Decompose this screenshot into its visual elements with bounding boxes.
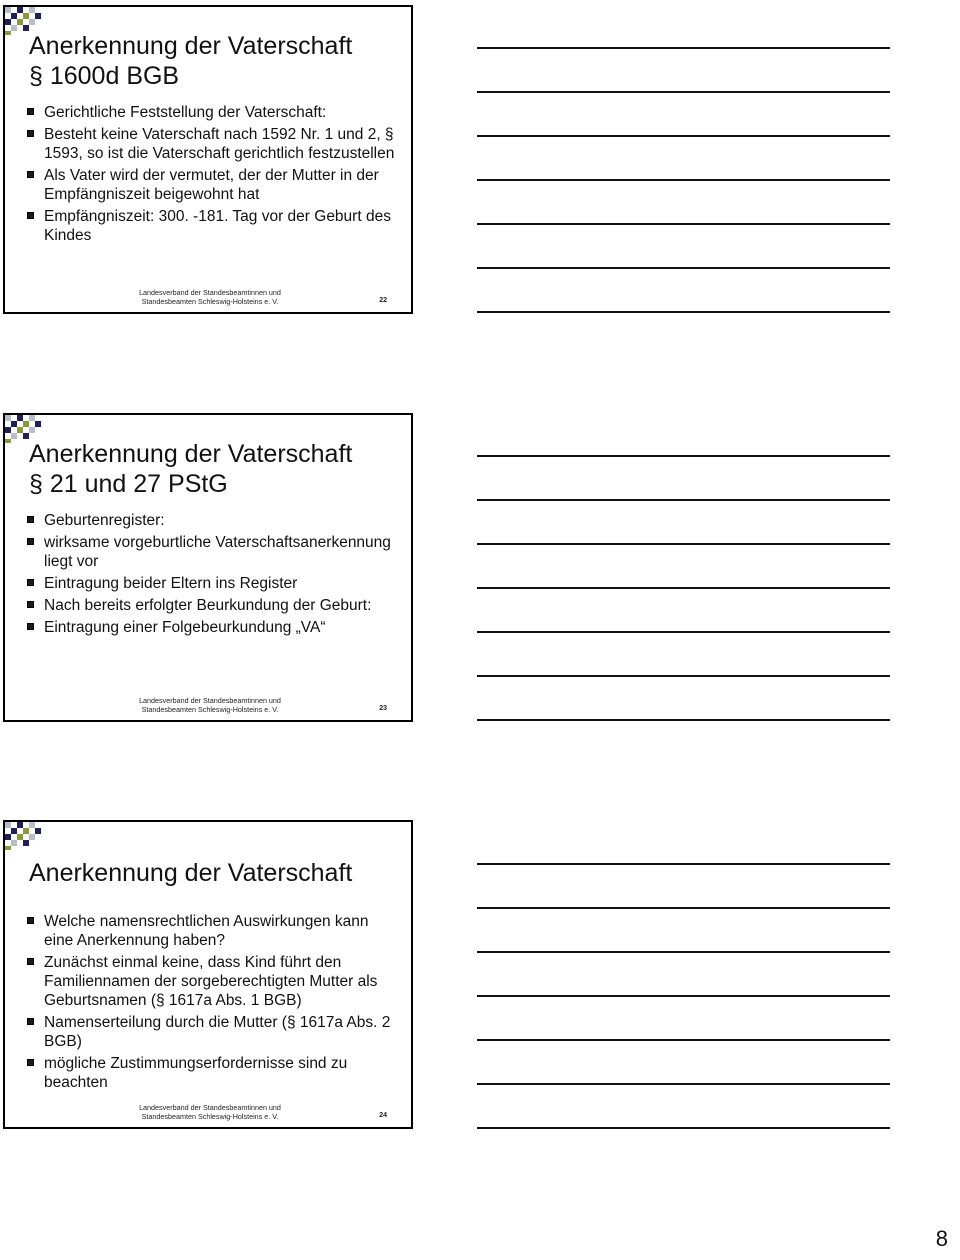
bullet-item: Zunächst einmal keine, dass Kind führt den Familiennamen der sorgeberechtigten Mutter als Geburtsnamen (§ 1617a Abs. 1 BGB) xyxy=(27,953,397,1010)
note-line xyxy=(477,91,890,93)
slide-23 xyxy=(3,413,413,722)
note-line xyxy=(477,863,890,865)
note-line xyxy=(477,499,890,501)
note-line xyxy=(477,1127,890,1129)
slide-footer: Landesverband der Standesbeamtinnen und Standesbeamten Schleswig-Holsteins e. V. xyxy=(139,1103,281,1121)
slide-24 xyxy=(3,820,413,1129)
slide-title: Anerkennung der Vaterschaft xyxy=(29,859,353,887)
note-line xyxy=(477,675,890,677)
slide-number: 24 xyxy=(379,1112,387,1119)
note-line xyxy=(477,1083,890,1085)
slide-footer: Landesverband der Standesbeamtinnen und Standesbeamten Schleswig-Holsteins e. V. xyxy=(139,288,281,306)
note-line xyxy=(477,135,890,137)
note-line xyxy=(477,267,890,269)
note-line xyxy=(477,311,890,313)
bullet-list xyxy=(27,103,397,248)
bullet-item: Als Vater wird der vermutet, der der Mutter in der Empfängniszeit beigewohnt hat xyxy=(27,166,397,204)
bullet-list xyxy=(27,511,397,640)
slide-22 xyxy=(3,5,413,314)
slide-title: Anerkennung der Vaterschaft xyxy=(29,440,353,468)
page-number: 8 xyxy=(935,1226,948,1251)
note-line xyxy=(477,223,890,225)
bullet-item: Eintragung beider Eltern ins Register xyxy=(27,574,397,593)
square-bullet-icon xyxy=(27,108,34,115)
square-bullet-icon xyxy=(27,1059,34,1066)
square-bullet-icon xyxy=(27,516,34,523)
note-line xyxy=(477,631,890,633)
note-line xyxy=(477,995,890,997)
note-line xyxy=(477,587,890,589)
bullet-item: Empfängniszeit: 300. -181. Tag vor der Geburt des Kindes xyxy=(27,207,397,245)
note-line xyxy=(477,951,890,953)
square-bullet-icon xyxy=(27,579,34,586)
bullet-item: Nach bereits erfolgter Beurkundung der Geburt: xyxy=(27,596,397,615)
bullet-item: Geburtenregister: xyxy=(27,511,397,530)
note-line xyxy=(477,47,890,49)
slide-number: 23 xyxy=(379,705,387,712)
bullet-item: Gerichtliche Feststellung der Vaterschaft: xyxy=(27,103,397,122)
square-bullet-icon xyxy=(27,171,34,178)
bullet-item: Namenserteilung durch die Mutter (§ 1617a Abs. 2 BGB) xyxy=(27,1013,397,1051)
square-bullet-icon xyxy=(27,538,34,545)
bullet-item: mögliche Zustimmungserfordernisse sind zu beachten xyxy=(27,1054,397,1092)
slide-subtitle: § 21 und 27 PStG xyxy=(29,470,228,498)
note-line xyxy=(477,907,890,909)
note-line xyxy=(477,455,890,457)
bullet-item: Welche namensrechtlichen Auswirkungen kann eine Anerkennung haben? xyxy=(27,912,397,950)
note-line xyxy=(477,543,890,545)
bullet-item: Eintragung einer Folgebeurkundung „VA“ xyxy=(27,618,397,637)
note-line xyxy=(477,1039,890,1041)
square-bullet-icon xyxy=(27,958,34,965)
square-bullet-icon xyxy=(27,130,34,137)
bullet-item: Besteht keine Vaterschaft nach 1592 Nr. 1 und 2, § 1593, so ist die Vaterschaft gerichtlich festzustellen xyxy=(27,125,397,163)
square-bullet-icon xyxy=(27,623,34,630)
bullet-item: wirksame vorgeburtliche Vaterschaftsanerkennung liegt vor xyxy=(27,533,397,571)
bullet-list xyxy=(27,912,397,1095)
slide-title: Anerkennung der Vaterschaft xyxy=(29,32,353,60)
square-bullet-icon xyxy=(27,212,34,219)
slide-subtitle: § 1600d BGB xyxy=(29,62,180,90)
square-bullet-icon xyxy=(27,1018,34,1025)
slide-footer: Landesverband der Standesbeamtinnen und Standesbeamten Schleswig-Holsteins e. V. xyxy=(139,696,281,714)
slide-number: 22 xyxy=(379,297,387,304)
square-bullet-icon xyxy=(27,917,34,924)
decoration-pattern-icon xyxy=(5,822,45,850)
square-bullet-icon xyxy=(27,601,34,608)
note-line xyxy=(477,719,890,721)
note-line xyxy=(477,179,890,181)
